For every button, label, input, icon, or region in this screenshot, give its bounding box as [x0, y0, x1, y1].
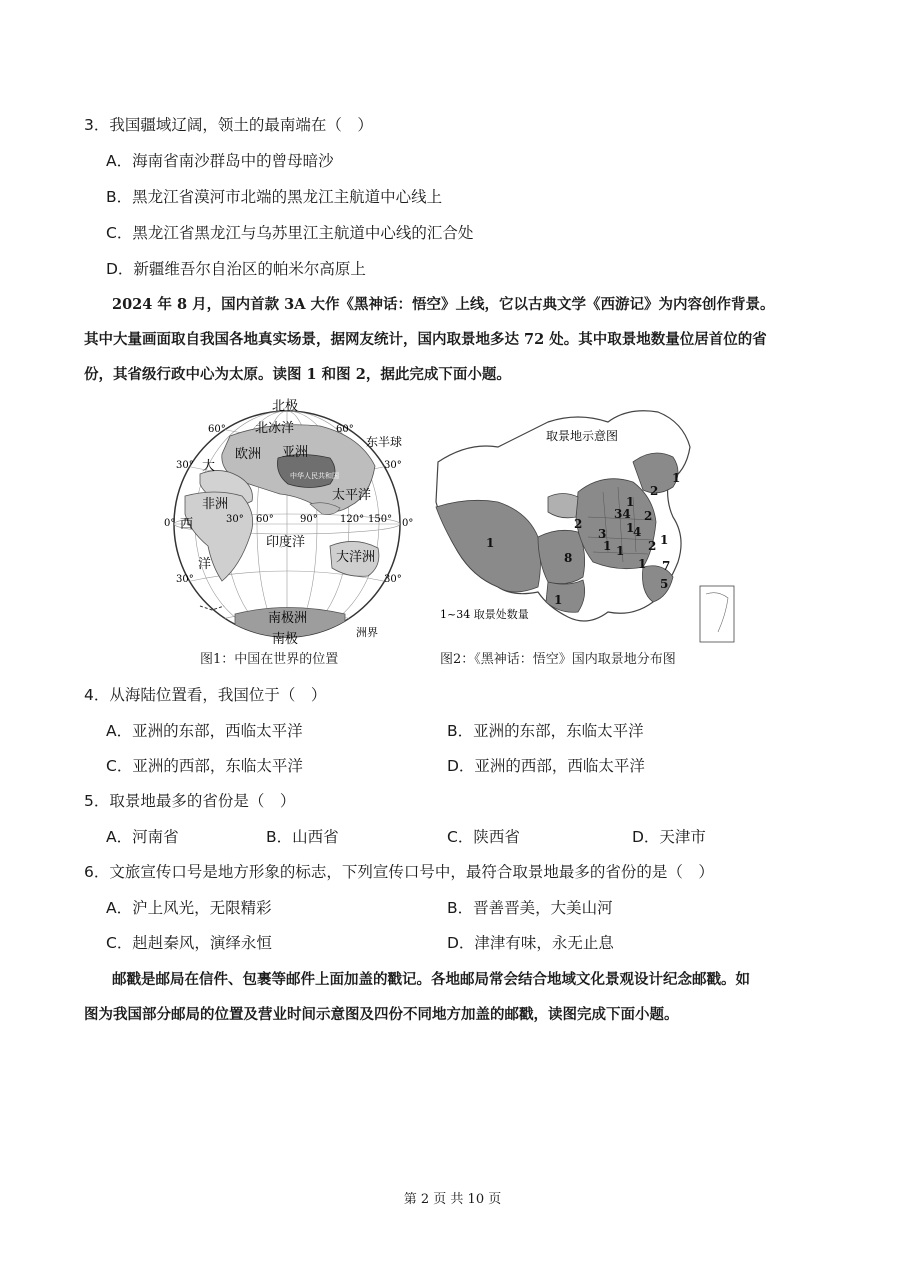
intro1-line-2: 其中大量画面取自我国各地真实场景，据网友统计，国内取景地多达 72 处。其中取景地数量位居首位的省 [84, 331, 767, 348]
q6-stem: 6．文旅宣传口号是地方形象的标志，下列宣传口号中，最符合取景地最多的省份的是（ ） [84, 863, 714, 881]
lon-30-label: 30° [226, 514, 244, 525]
count-label: 1 [626, 521, 635, 535]
q5-stem: 5．取景地最多的省份是（ ） [84, 792, 296, 810]
count-label: 2 [648, 539, 657, 553]
lat-60n-right: 60° [336, 424, 354, 435]
count-label: 1 [638, 557, 647, 571]
intro1-line-1: 2024 年 8 月，国内首款 3A 大作《黑神话：悟空》上线，它以古典文学《西游记》为内容创作背景。 [112, 296, 775, 313]
q5-option-d: D．天津市 [632, 828, 706, 846]
q6-option-a: A．沪上风光，无限精彩 [106, 899, 272, 917]
count-label: 1 [554, 593, 563, 607]
lat-30s-left: 30° [176, 574, 194, 585]
figure2-legend: 1~34 取景处数量 [440, 608, 529, 621]
south-china-sea-inset [700, 586, 734, 642]
q4-option-d: D．亚洲的西部，西临太平洋 [447, 757, 645, 775]
gansu-region [548, 494, 578, 518]
q4-option-b: B．亚洲的东部，东临太平洋 [447, 722, 644, 740]
count-label: 2 [644, 509, 653, 523]
lon-150-label: 150° [368, 514, 393, 525]
sichuan-region [538, 530, 585, 583]
q4-option-a: A．亚洲的东部，西临太平洋 [106, 722, 303, 740]
intro1-line-3: 份，其省级行政中心为太原。读图 1 和图 2，据此完成下面小题。 [84, 366, 511, 383]
count-label: 3 [598, 527, 607, 541]
q6-option-d: D．津津有味，永无止息 [447, 934, 614, 952]
lat-30n-right: 30° [384, 460, 402, 471]
arctic-ocean-label: 北冰洋 [255, 421, 295, 436]
pacific-ocean-label: 太平洋 [332, 488, 372, 503]
lat-0-right: 0° [402, 518, 414, 529]
page-number-footer: 第 2 页 共 10 页 [403, 1192, 502, 1207]
figure2-caption: 图2：《黑神话：悟空》国内取景地分布图 [440, 652, 676, 667]
north-pole-label: 北极 [272, 399, 299, 414]
q5-option-c: C．陕西省 [447, 828, 520, 846]
africa-label: 非洲 [202, 497, 229, 512]
q3-option-b: B．黑龙江省漠河市北端的黑龙江主航道中心线上 [106, 188, 443, 206]
q6-option-c: C．赳赳秦风，演绎永恒 [106, 934, 272, 952]
lat-30n-left: 30° [176, 460, 194, 471]
count-label: 1 [672, 471, 681, 485]
count-label: 8 [564, 551, 573, 565]
china-label: 中华人民共和国 [290, 472, 339, 480]
atlantic-label-c: 洋 [198, 557, 212, 572]
lon-60-label: 60° [256, 514, 274, 525]
south-pole-label: 南极 [272, 632, 299, 647]
europe-label: 欧洲 [235, 447, 262, 462]
count-label: 2 [650, 484, 659, 498]
intro2-line-2: 图为我国部分邮局的位置及营业时间示意图及四份不同地方加盖的邮戳，读图完成下面小题。 [84, 1006, 679, 1023]
figure1-globe-map [160, 396, 422, 648]
antarctica-label: 南极洲 [268, 611, 308, 626]
q3-stem: 3．我国疆域辽阔，领土的最南端在（ ） [84, 116, 373, 134]
q3-option-d: D．新疆维吾尔自治区的帕米尔高原上 [106, 260, 366, 278]
lat-60n-left: 60° [208, 424, 226, 435]
count-label: 5 [660, 577, 669, 591]
intro2-line-1: 邮戳是邮局在信件、包裹等邮件上面加盖的戳记。各地邮局常会结合地域文化景观设计纪念邮戳。如 [112, 971, 750, 988]
atlantic-label-a: 大 [202, 459, 216, 474]
lat-0-left: 0° [164, 518, 176, 529]
atlantic-label-b: 西 [180, 517, 194, 532]
count-label: 1 [660, 533, 669, 547]
lon-90-label: 90° [300, 514, 318, 525]
legend-continent-boundary: 洲界 [356, 626, 378, 639]
lon-120-label: 120° [340, 514, 365, 525]
q4-option-c: C．亚洲的西部，东临太平洋 [106, 757, 303, 775]
q3-option-a: A．海南省南沙群岛中的曾母暗沙 [106, 152, 334, 170]
figure2-china-map [428, 402, 740, 646]
oceania-label: 大洋洲 [336, 550, 376, 565]
east-hemisphere-label: 东半球 [366, 435, 403, 449]
count-label: 34 [614, 507, 631, 521]
count-label: 2 [574, 517, 583, 531]
q4-stem: 4．从海陆位置看，我国位于（ ） [84, 686, 327, 704]
count-label: 1 [603, 539, 612, 553]
count-label: 1 [626, 495, 635, 509]
count-label: 1 [616, 544, 625, 558]
count-label: 7 [662, 559, 671, 573]
q3-option-c: C．黑龙江省黑龙江与乌苏里江主航道中心线的汇合处 [106, 224, 474, 242]
indian-ocean-label: 印度洋 [266, 535, 306, 550]
q6-option-b: B．晋善晋美，大美山河 [447, 899, 613, 917]
figure2-map-title: 取景地示意图 [546, 429, 619, 443]
lat-30s-right: 30° [384, 574, 402, 585]
q5-option-a: A．河南省 [106, 828, 179, 846]
asia-label: 亚洲 [282, 445, 309, 460]
q5-option-b: B．山西省 [266, 828, 339, 846]
count-label: 4 [633, 525, 642, 539]
figure1-caption: 图1：中国在世界的位置 [200, 652, 339, 667]
count-label: 1 [486, 536, 495, 550]
